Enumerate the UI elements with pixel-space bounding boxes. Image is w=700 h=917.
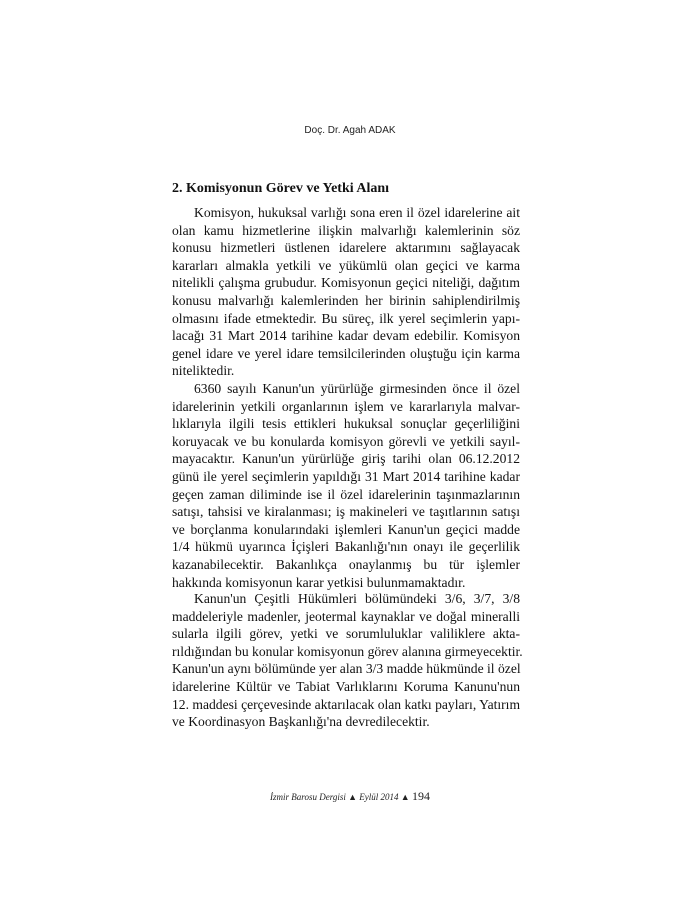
text-line: olmasını ifade etmektedir. Bu süreç, ilk yerel seçimlerin yapı-: [172, 310, 520, 326]
text-line: nitelikli çalışma grubudur. Komisyonun geçici niteliği, dağıtım: [172, 275, 520, 291]
text-line: rıldığından bu konular komisyonun görev alanına girmeyecektir.: [172, 643, 523, 659]
section-heading: 2. Komisyonun Görev ve Yetki Alanı: [172, 181, 390, 196]
running-header: Doç. Dr. Agah ADAK: [304, 125, 396, 136]
text-line: günü ile yerel seçimlerin yapıldığı 31 Mart 2014 tarihine kadar: [172, 468, 520, 484]
text-line: hakkında komisyonun karar yetkisi bulunmamaktadır.: [172, 574, 466, 590]
text-line: 6360 sayılı Kanun'un yürürlüğe girmesinden önce il özel: [194, 381, 520, 396]
text-line: genel idare ve yerel idare temsilcilerinden oluştuğu için karma: [172, 345, 520, 361]
journal-name: İzmir Barosu Dergisi: [270, 792, 346, 802]
paragraph-3: [172, 590, 523, 731]
text-line: kararları almakla yetkili ve yükümlü olan geçici ve karma: [172, 257, 520, 273]
text-line: konusu hizmetleri üstlenen idarelere aktarımını sağlayacak: [172, 240, 520, 256]
paragraph-1: [172, 204, 520, 380]
text-line: olan kamu hizmetlerine ilişkin malvarlığı kalemlerinin söz: [172, 222, 520, 238]
text-line: lıklarıyla ilgili tesis ettikleri hukuksal sonuçlar geçerliliğini: [172, 416, 520, 432]
paragraph-2: [172, 380, 520, 591]
text-line: ve borçlanma konularındaki işlemleri Kanun'un geçici madde: [172, 521, 520, 537]
text-line: maddeleriyle madenler, jeotermal kaynaklar ve doğal mineralli: [172, 608, 520, 624]
text-line: niteliktedir.: [172, 363, 235, 379]
separator-icon: ▲: [348, 792, 358, 802]
issue-date: Eylül 2014: [359, 792, 399, 802]
text-line: konusu malvarlığı kalemlerinden her birinin sahiplendirilmiş: [172, 292, 520, 308]
text-line: Kanun'un aynı bölümünde yer alan 3/3 madde hükmünde il özel: [172, 661, 521, 677]
text-line: ve Koordinasyon Başkanlığı'na devredilecektir.: [172, 714, 430, 730]
text-line: mayacaktır. Kanun'un yürürlüğe giriş tarihi olan 06.12.2012: [172, 451, 520, 467]
text-line: Kanun'un Çeşitli Hükümleri bölümündeki 3/6, 3/7, 3/8: [194, 591, 520, 606]
separator-icon: ▲: [400, 792, 410, 802]
page-footer: [0, 789, 700, 804]
text-line: lacağı 31 Mart 2014 tarihine kadar devam edebilir. Komisyon: [172, 328, 520, 344]
text-line: sularla ilgili görev, yetki ve sorumluluklar valiliklere akta-: [172, 626, 520, 642]
text-line: koruyacak ve bu konularda komisyon görevli ve yetkili sayıl-: [172, 433, 520, 449]
text-line: geçen zaman diliminde ise il özel idarelerinin taşınmazlarının: [172, 486, 520, 502]
text-line: idarelerine Kültür ve Tabiat Varlıklarını Koruma Kanunu'nun: [172, 678, 520, 694]
page-number: 194: [411, 789, 430, 803]
text-line: Komisyon, hukuksal varlığı sona eren il özel idarelerine ait: [194, 205, 520, 220]
text-line: 12. maddesi çerçevesinde aktarılacak olan katkı payları, Yatırım: [172, 696, 521, 712]
text-line: satışı, tahsisi ve kiralanması; iş makineleri ve taşıtlarının satışı: [172, 504, 520, 520]
text-line: 1/4 hükmü uyarınca İçişleri Bakanlığı'nın onayı ile geçerlilik: [172, 539, 520, 555]
text-line: kazanabilecektir. Bakanlıkça onaylanmış bu tür işlemler: [172, 556, 520, 572]
text-line: idarelerinin yetkili organlarının işlem ve kararlarıyla malvar-: [172, 398, 520, 414]
